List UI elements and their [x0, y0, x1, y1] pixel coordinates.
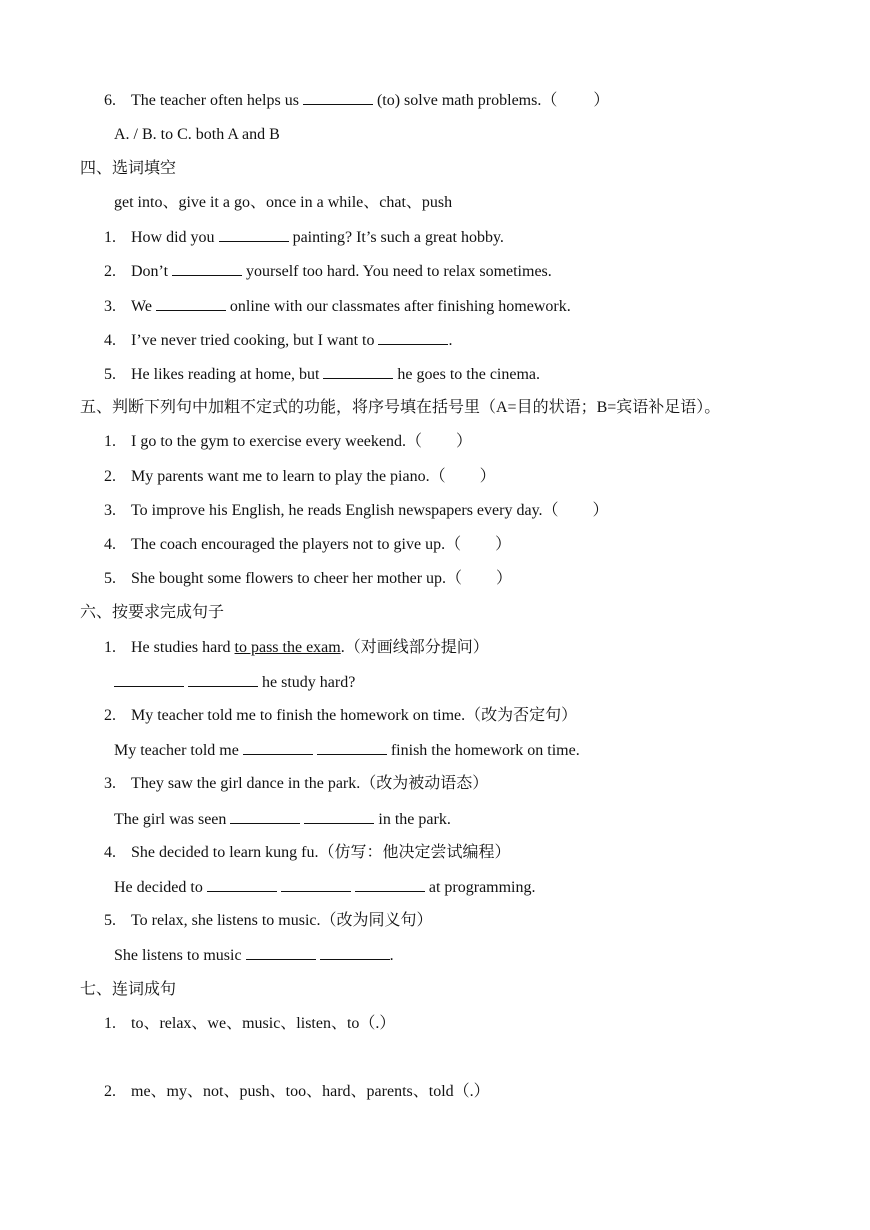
- s7-item-2: [104, 1082, 490, 1102]
- answer-blank[interactable]: [243, 740, 313, 755]
- answer-text-after: he study hard?: [262, 674, 356, 691]
- answer-text-before: The girl was seen: [114, 811, 227, 828]
- item-number: 1.: [104, 1015, 116, 1032]
- paren-close: ）: [479, 468, 496, 485]
- item-text-before: He likes reading at home, but: [131, 366, 320, 383]
- item-text: To improve his English, he reads English newspapers every day.（: [131, 502, 559, 519]
- underlined-phrase: to pass the exam: [234, 639, 341, 656]
- item-text: To relax, she listens to music.（改为同义句）: [131, 912, 433, 929]
- answer-text-after: at programming.: [428, 879, 536, 896]
- question-6: [104, 90, 609, 111]
- question-text-before: The teacher often helps us: [131, 92, 299, 109]
- item-text: They saw the girl dance in the park.（改为被动语态）: [131, 775, 489, 792]
- item-text: My teacher told me to finish the homework on time.（改为否定句）: [131, 707, 578, 724]
- item-text: My parents want me to learn to play the piano.（: [131, 468, 446, 485]
- item-text-after: online with our classmates after finishing homework.: [229, 298, 571, 315]
- section-4-title: 四、选词填空: [80, 160, 177, 177]
- answer-blank[interactable]: [246, 945, 316, 960]
- item-number: 2.: [104, 263, 116, 280]
- item-text-after: yourself too hard. You need to relax sometimes.: [246, 263, 552, 280]
- answer-blank[interactable]: [317, 740, 387, 755]
- answer-blank[interactable]: [230, 809, 300, 824]
- word-bank: get into、give it a go、once in a while、chat、push: [114, 194, 453, 211]
- item-number: 1.: [104, 639, 116, 656]
- item-text-before: Don’t: [131, 263, 169, 280]
- item-number: 5.: [104, 570, 116, 587]
- s6-item-3: [104, 774, 488, 794]
- item-text: me、my、not、push、too、hard、parents、told（.）: [131, 1083, 490, 1100]
- s6-item-5: [104, 911, 433, 931]
- s4-item-1: [104, 227, 504, 248]
- item-number: 5.: [104, 366, 116, 383]
- s6-item-4-answer: [114, 877, 536, 898]
- answer-blank[interactable]: [156, 296, 226, 311]
- item-number: 3.: [104, 775, 116, 792]
- answer-text-after: in the park.: [378, 811, 451, 828]
- item-number: 4.: [104, 844, 116, 861]
- question-text-after: (to) solve math problems.（: [376, 92, 558, 109]
- s6-item-2: [104, 706, 577, 726]
- s5-item-3: [104, 501, 609, 521]
- s6-item-4: [104, 843, 511, 863]
- answer-text-before: She listens to music: [114, 947, 242, 964]
- paren-close: ）: [592, 502, 609, 519]
- s5-item-1: [104, 432, 472, 452]
- s5-item-4: [104, 535, 511, 555]
- item-text: to、relax、we、music、listen、to（.）: [131, 1015, 396, 1032]
- item-number: 1.: [104, 433, 116, 450]
- s5-item-2: [104, 467, 496, 487]
- item-number: 5.: [104, 912, 116, 929]
- s4-item-5: [104, 364, 540, 385]
- answer-blank[interactable]: [219, 227, 289, 242]
- s6-item-3-answer: [114, 809, 451, 830]
- s5-item-5: [104, 569, 512, 589]
- s6-item-1: [104, 638, 489, 658]
- item-text-after: painting? It’s such a great hobby.: [292, 229, 504, 246]
- answer-blank[interactable]: [378, 330, 448, 345]
- answer-blank[interactable]: [355, 877, 425, 892]
- s4-item-3: [104, 296, 571, 317]
- answer-text-after: finish the homework on time.: [390, 742, 580, 759]
- item-text: I go to the gym to exercise every weekend.（: [131, 433, 423, 450]
- answer-blank[interactable]: [114, 672, 184, 687]
- item-number: 3.: [104, 502, 116, 519]
- item-number: 4.: [104, 332, 116, 349]
- s4-item-2: [104, 261, 552, 282]
- s4-item-4: [104, 330, 452, 351]
- item-instruction: .（对画线部分提问）: [340, 639, 489, 656]
- question-6-options: A. / B. to C. both A and B: [114, 126, 280, 143]
- answer-blank[interactable]: [172, 261, 242, 276]
- item-number: 4.: [104, 536, 116, 553]
- section-6-title: 六、按要求完成句子: [80, 604, 225, 621]
- answer-text-before: He decided to: [114, 879, 203, 896]
- answer-blank[interactable]: [320, 945, 390, 960]
- answer-blank[interactable]: [323, 364, 393, 379]
- item-text-before: We: [131, 298, 152, 315]
- section-5-title: 五、判断下列句中加粗不定式的功能，将序号填在括号里（A=目的状语；B=宾语补足语）。: [80, 399, 721, 416]
- answer-blank[interactable]: [207, 877, 277, 892]
- s6-item-2-answer: [114, 740, 580, 761]
- section-7-title: 七、连词成句: [80, 981, 177, 998]
- paren-close: ）: [495, 536, 512, 553]
- item-text-before: He studies hard: [131, 639, 235, 656]
- item-number: 2.: [104, 468, 116, 485]
- item-text-before: How did you: [131, 229, 215, 246]
- paren-close: ）: [593, 92, 610, 109]
- question-number: 6.: [104, 92, 116, 109]
- item-text-after: he goes to the cinema.: [397, 366, 541, 383]
- item-number: 2.: [104, 707, 116, 724]
- item-text-before: I’ve never tried cooking, but I want to: [131, 332, 375, 349]
- paren-close: ）: [456, 433, 473, 450]
- item-text: She bought some flowers to cheer her mother up.（: [131, 570, 463, 587]
- answer-blank[interactable]: [304, 809, 374, 824]
- item-text: She decided to learn kung fu.（仿写：他决定尝试编程）: [131, 844, 511, 861]
- answer-blank[interactable]: [281, 877, 351, 892]
- s6-item-5-answer: [114, 945, 394, 966]
- answer-text-before: My teacher told me: [114, 742, 239, 759]
- item-text: The coach encouraged the players not to give up.（: [131, 536, 462, 553]
- item-number: 1.: [104, 229, 116, 246]
- answer-text-after: .: [389, 947, 394, 964]
- paren-close: ）: [496, 570, 513, 587]
- item-text-after: .: [448, 332, 453, 349]
- item-number: 3.: [104, 298, 116, 315]
- item-number: 2.: [104, 1083, 116, 1100]
- s6-item-1-answer: [114, 672, 355, 693]
- s7-item-1: [104, 1014, 395, 1034]
- answer-blank[interactable]: [188, 672, 258, 687]
- answer-blank[interactable]: [303, 90, 373, 105]
